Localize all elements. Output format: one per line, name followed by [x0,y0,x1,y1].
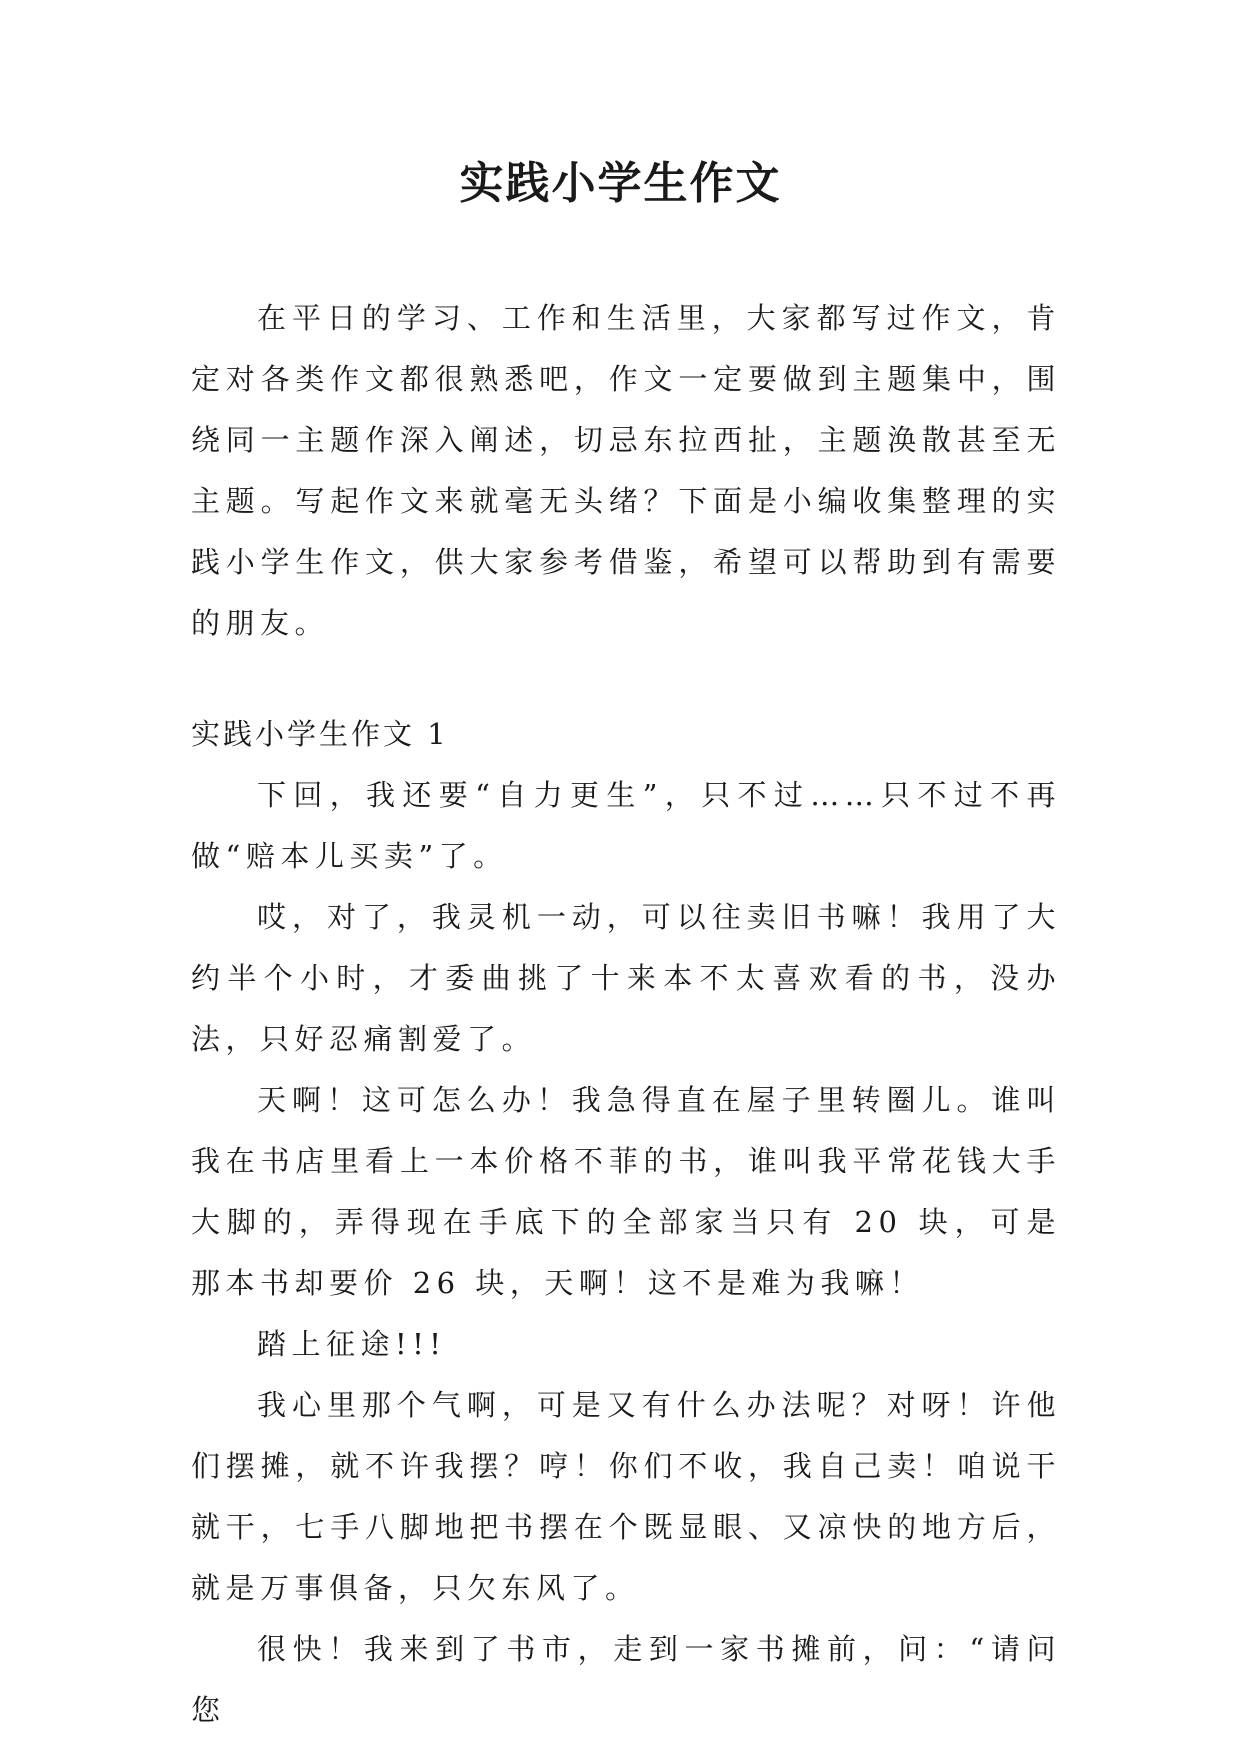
body-paragraph-2: 哎，对了，我灵机一动，可以往卖旧书嘛！我用了大约半个小时，才委曲挑了十来本不太喜欢看的书，没办法，只好忍痛割爱了。 [191,900,1061,1056]
intro-paragraph: 在平日的学习、工作和生活里，大家都写过作文，肯定对各类作文都很熟悉吧，作文一定要做到主题集中，围绕同一主题作深入阐述，切忌东拉西扯，主题涣散甚至无主题。写起作文来就毫无头绪？下面是小编收集整理的实践小学生作文，供大家参考借鉴，希望可以帮助到有需要的朋友。 [191,301,1061,640]
document-body [191,288,1061,1741]
section-heading: 实践小学生作文 1 [191,717,449,751]
body-paragraph-6: 很快！我来到了书市，走到一家书摊前，问：“请问您 [191,1632,1061,1727]
body-paragraph-1: 下回，我还要“自力更生”，只不过……只不过不再做“赔本儿买卖”了。 [191,778,1061,873]
document-title: 实践小学生作文 [459,158,782,209]
body-paragraph-5: 我心里那个气啊，可是又有什么办法呢？对呀！许他们摆摊，就不许我摆？哼！你们不收，我自己卖！咱说干就干，七手八脚地把书摆在个既显眼、又凉快的地方后，就是万事俱备，只欠东风了。 [191,1388,1061,1605]
body-paragraph-3: 天啊！这可怎么办！我急得直在屋子里转圈儿。谁叫我在书店里看上一本价格不菲的书，谁叫我平常花钱大手大脚的，弄得现在手底下的全部家当只有 20 块，可是那本书却要价 26 块，天啊！这不是难为我嘛！ [191,1083,1061,1300]
body-paragraph-4: 踏上征途!!! [257,1327,447,1361]
